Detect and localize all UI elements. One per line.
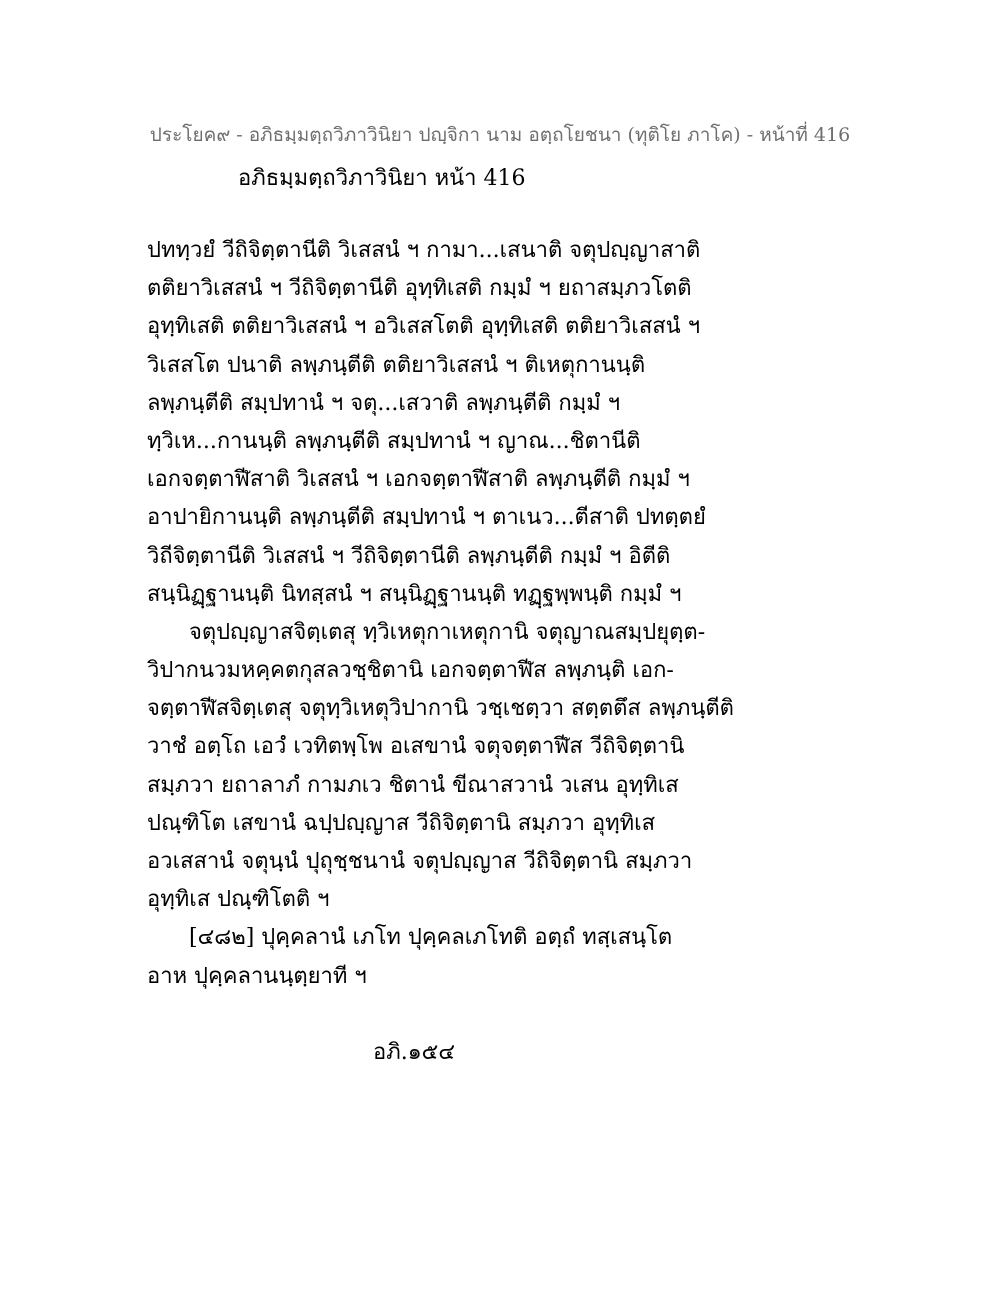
text-line-10: สนฺนิฏฺฐานนฺติ นิทสฺสนํ ฯ สนฺนิฏฺฐานนฺติ ทฏฺฐพฺพนฺติ กมฺมํ ฯ bbox=[147, 581, 682, 607]
text-line-6: ทฺวิเห...กานนฺติ ลพฺภนฺตีติ สมฺปทานํ ฯ ญาณ...ชิตานีติ bbox=[147, 428, 641, 454]
text-line-4: วิเสสโต ปนาติ ลพฺภนฺตีติ ตติยาวิเสสนํ ฯ ติเหตุกานนฺติ bbox=[147, 352, 646, 378]
text-line-3: อุทฺทิเสติ ตติยาวิเสสนํ ฯ อวิเสสโตติ อุทฺทิเสติ ตติยาวิเสสนํ ฯ bbox=[147, 314, 701, 340]
text-line-12: วิปากนวมหคฺคตกุสลวชฺชิตานิ เอกจตฺตาฬีส ลพฺภนฺติ เอก- bbox=[147, 658, 674, 684]
page-title: อภิธมฺมตฺถวิภาวินิยา หน้า 416 bbox=[238, 166, 526, 191]
text-line-14: วาชํ อตฺโถ เอวํ เวทิตพฺโพ อเสขานํ จตุจตฺตาฬีส วีถิจิตฺตานิ bbox=[147, 734, 685, 760]
text-line-13: จตฺตาฬีสจิตฺเตสุ จตุทฺวิเหตุวิปากานิ วชฺเชตฺวา สตฺตตึส ลพฺภนฺตีติ bbox=[147, 696, 734, 722]
text-line-18: อุทฺทิเส ปณฺฑิโตติ ฯ bbox=[147, 887, 330, 913]
text-line-8: อาปายิกานนฺติ ลพฺภนฺตีติ สมฺปทานํ ฯ ตาเนว...ตีสาติ ปทตฺตยํ bbox=[147, 505, 706, 531]
running-header: ประโยค๙ - อภิธมฺมตฺถวิภาวินิยา ปญฺจิกา นาม อตฺถโยชนา (ทุติโย ภาโค) - หน้าที่ 416 bbox=[149, 124, 851, 146]
text-line-16: ปณฺฑิโต เสขานํ ฉปฺปญฺญาส วีถิจิตฺตานิ สมฺภวา อุทฺทิเส bbox=[147, 810, 656, 836]
text-line-20: อาห ปุคฺคลานนฺตฺยาที ฯ bbox=[147, 963, 367, 989]
text-line-2: ตติยาวิเสสนํ ฯ วีถิจิตฺตานีติ อุทฺทิเสติ กมฺมํ ฯ ยถาสมฺภวโตติ bbox=[147, 276, 692, 302]
page-footer: อภิ.๑๕๔ bbox=[373, 1040, 455, 1065]
text-line-11: จตุปญฺญาสจิตฺเตสุ ทฺวิเหตุกาเหตุกานิ จตุญาณสมฺปยุตฺต- bbox=[189, 619, 706, 645]
text-line-19: [๔๘๒] ปุคฺคลานํ เภโท ปุคฺคลเภโทติ อตฺถํ ทสฺเสนฺโต bbox=[189, 925, 673, 951]
text-line-5: ลพฺภนฺตีติ สมฺปทานํ ฯ จตุ...เสวาติ ลพฺภนฺตีติ กมฺมํ ฯ bbox=[147, 390, 621, 416]
text-line-15: สมฺภวา ยถาลาภํ กามภเว ชิตานํ ขีณาสวานํ วเสน อุทฺทิเส bbox=[147, 772, 679, 798]
text-line-17: อวเสสานํ จตุนฺนํ ปุถุชฺชนานํ จตุปญฺญาส วีถิจิตฺตานิ สมฺภวา bbox=[147, 849, 693, 874]
text-line-1: ปททฺวยํ วีถิจิตฺตานีติ วิเสสนํ ฯ กามา...เสนาติ จตุปญฺญาสาติ bbox=[147, 238, 701, 263]
body-text bbox=[147, 232, 867, 996]
text-line-9: วิถีจิตฺตานีติ วิเสสนํ ฯ วีถิจิตฺตานีติ ลพฺภนฺตีติ กมฺมํ ฯ อิตีติ bbox=[147, 543, 671, 569]
text-line-7: เอกจตฺตาฬีสาติ วิเสสนํ ฯ เอกจตฺตาฬีสาติ ลพฺภนฺตีติ กมฺมํ ฯ bbox=[147, 467, 690, 493]
